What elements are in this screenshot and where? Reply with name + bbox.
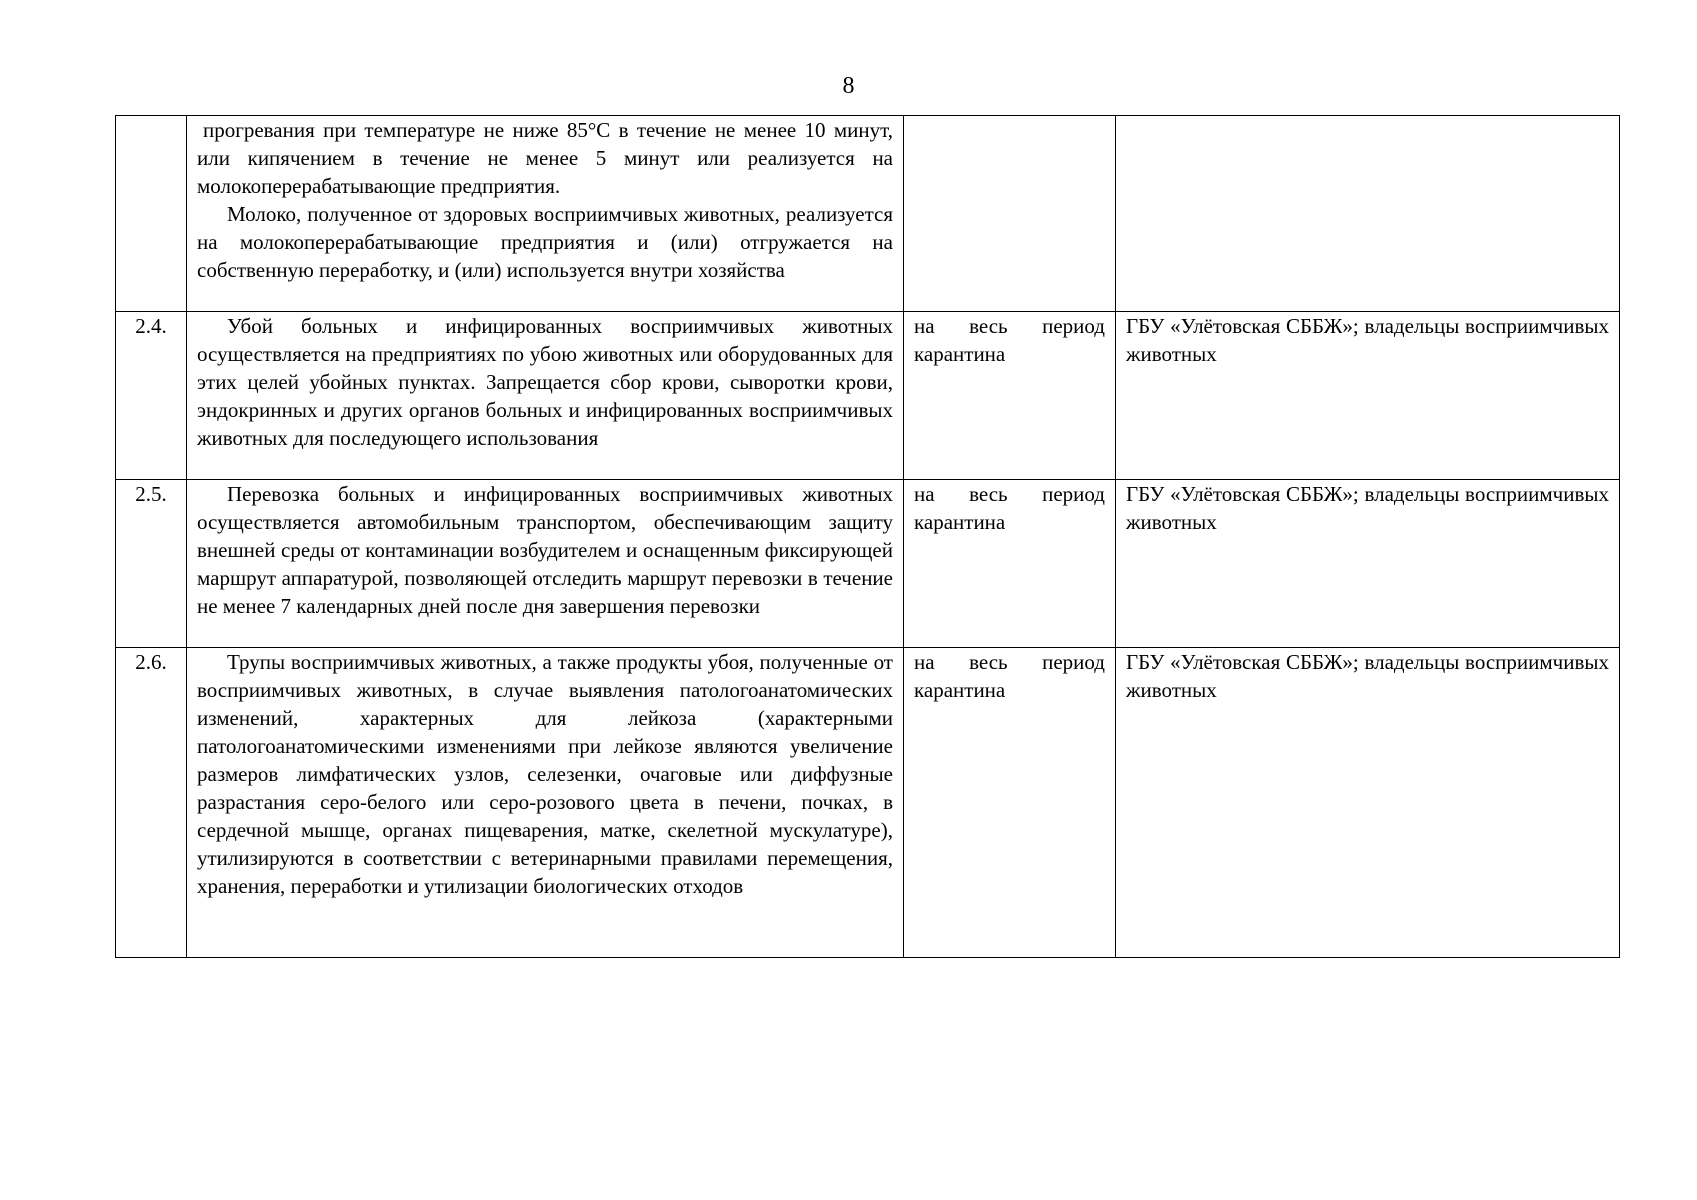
measure-text-cell	[187, 116, 904, 312]
term-cell	[904, 116, 1116, 312]
responsible-cell	[1116, 312, 1620, 480]
measure-paragraph: прогревания при температуре не ниже 85°С в течение не менее 10 минут, или кипячением в течение не менее 5 минут или реализуется на молокоперерабатывающие предприятия.	[197, 118, 893, 198]
row-number-cell	[116, 648, 187, 958]
row-number-cell	[116, 116, 187, 312]
row-number-cell	[116, 312, 187, 480]
term-cell	[904, 648, 1116, 958]
row-number: 2.6.	[135, 650, 167, 674]
measure-paragraph: Перевозка больных и инфицированных восприимчивых животных осуществляется автомобильным транспортом, обеспечивающим защиту внешней среды от контаминации возбудителем и оснащенным фиксирующей маршрут аппаратурой, позволяющей отследить маршрут перевозки в течение не менее 7 календарных дней после дня завершения перевозки	[197, 482, 893, 618]
term-cell	[904, 480, 1116, 648]
term-cell	[904, 312, 1116, 480]
measure-paragraph: Убой больных и инфицированных восприимчивых животных осуществляется на предприятиях по убою животных или оборудованных для этих целей убойных пунктах. Запрещается сбор крови, сыворотки крови, эндокринных и других органов больных и инфицированных восприимчивых животных для последующего использования	[197, 314, 893, 450]
responsible-text: ГБУ «Улётовская СББЖ»; владельцы восприимчивых животных	[1126, 482, 1609, 534]
table-row	[116, 480, 1620, 648]
table-row	[116, 648, 1620, 958]
term-text: на весь период карантина	[914, 650, 1105, 702]
measure-text-cell	[187, 480, 904, 648]
page-number: 8	[842, 73, 855, 99]
term-text: на весь период карантина	[914, 314, 1105, 366]
measures-table	[115, 115, 1620, 958]
row-number: 2.5.	[135, 482, 167, 506]
row-number-cell	[116, 480, 187, 648]
table-row	[116, 116, 1620, 312]
responsible-cell	[1116, 116, 1620, 312]
measure-text-cell	[187, 648, 904, 958]
measure-paragraph: Трупы восприимчивых животных, а также продукты убоя, полученные от восприимчивых животных, в случае выявления патологоанатомических изменений, характерных для лейкоза (характерными патологоанатомическими изменениями при лейкозе являются увеличение размеров лимфатических узлов, селезенки, очаговые или диффузные разрастания серо-белого или серо-розового цвета в печени, почках, в сердечной мышце, органах пищеварения, матке, скелетной мускулатуре), утилизируются в соответствии с ветеринарными правилами перемещения, хранения, переработки и утилизации биологических отходов	[197, 650, 893, 898]
measure-text-cell	[187, 312, 904, 480]
responsible-text: ГБУ «Улётовская СББЖ»; владельцы восприимчивых животных	[1126, 314, 1609, 366]
responsible-cell	[1116, 480, 1620, 648]
responsible-cell	[1116, 648, 1620, 958]
measure-paragraph: Молоко, полученное от здоровых восприимчивых животных, реализуется на молокоперерабатывающие предприятия и (или) отгружается на собственную переработку, и (или) используется внутри хозяйства	[197, 202, 893, 282]
term-text: на весь период карантина	[914, 482, 1105, 534]
table-row	[116, 312, 1620, 480]
responsible-text: ГБУ «Улётовская СББЖ»; владельцы восприимчивых животных	[1126, 650, 1609, 702]
row-number: 2.4.	[135, 314, 167, 338]
